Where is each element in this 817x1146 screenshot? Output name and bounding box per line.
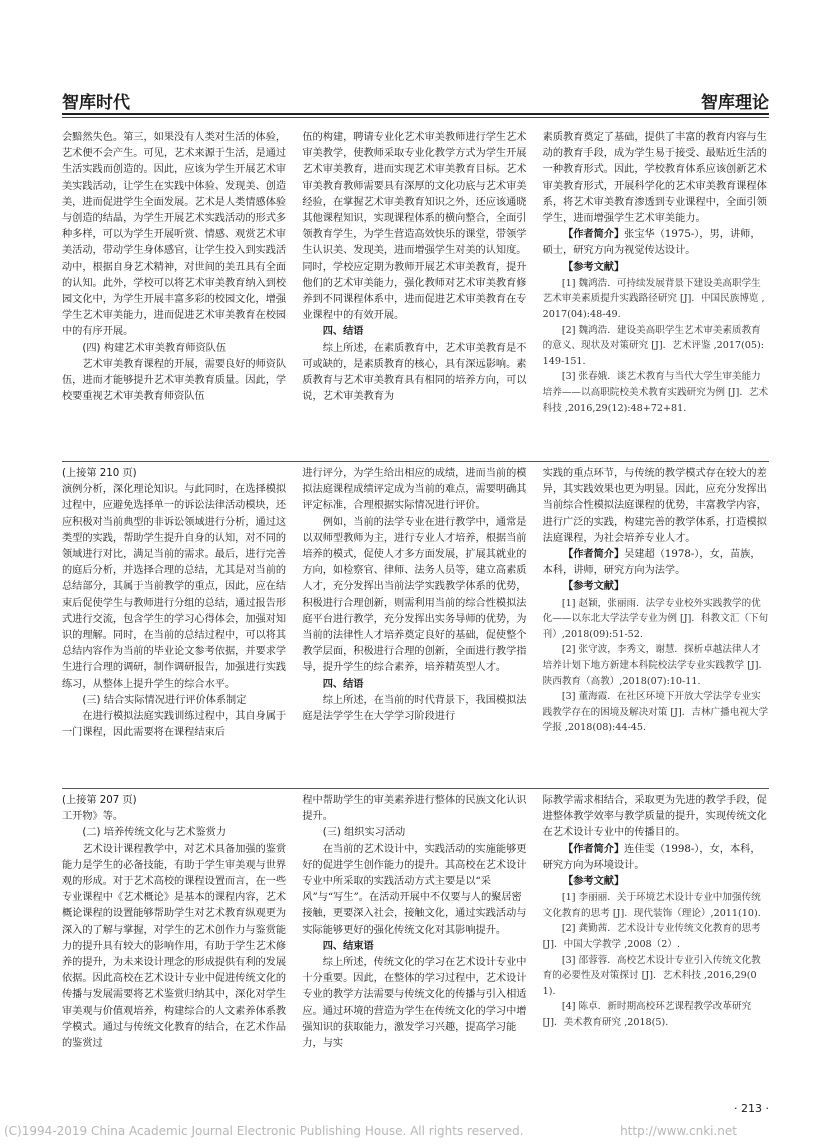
- body-paragraph: 会黯然失色。第三，如果没有人类对生活的体验，艺术便不会产生。可见，艺术来源于生活，是通过生活实践而创造的。因此，应该为学生开展艺术审美实践活动，让学生在实践中体验、发现美、创造美，进而促进学生全面发展。艺术是人类情感体验与创造的结晶，为学生开展艺术实践活动的形式多种多样，可以为学生开展听赏、情感、观赏艺术审美活动，带动学生身体感官，让学生投入到实践活动中，根据自身艺术精神，对世间的美丑具有全面的认知。此外，学校可以将艺术审美教育纳入到校园文化中，为学生开展丰富多彩的校园文化，增强学生艺术审美能力，进而促进艺术审美教育在校园中的有序开展。: [62, 132, 287, 338]
- body-paragraph: 伍的构建，聘请专业化艺术审美教师进行学生艺术审美教学，使教师采取专业化教学方式为学生开展艺术审美教育，进而实现艺术审美教育目标。艺术审美教育教师需要具有深厚的文化功底与艺术审美经验，在掌握艺术审美教育知识之外，还应该通晓其他课程知识，实现课程体系的横向整合，全面引领教育学生，为学生营造高效快乐的课堂，带领学生认识美、发现美，进而增强学生对美的认知度。同时，学校应定期为教师开展艺术审美教育，提升他们的艺术审美能力，强化教师对艺术审美教育修养到不同课程体系中，进而促进艺术审美教育在专业课程中的有效开展。: [302, 132, 527, 322]
- article-2-col-1: [62, 466, 288, 770]
- reference-entry: [3] 张春娥．谈艺术教育与当代大学生审美能力培养——以高职院校美术教育实践研究为例 [J]．艺术科技 ,2016,29(12):48+72+81.: [542, 371, 769, 414]
- author-bio-label: 【作者简介】: [563, 549, 625, 561]
- reference-entry: [3] 董海霞．在社区环境下开放大学法学专业实践教学存在的困境及解决对策 [J]．吉林广播电视大学学报 ,2018(08):44-45.: [542, 691, 769, 734]
- reference-entry: [1] 魏鸿浩．可持续发展背景下建设美高职学生艺术审美素质提升实践路径研究 [J]．中国民族博览 ,2017(04):48-49.: [542, 277, 765, 321]
- reference-entry: [4] 陈卓．新时期高校环艺课程教学改革研究 [J]．美术教育研究 ,2018(5).: [542, 1001, 752, 1028]
- author-bio: [543, 842, 769, 874]
- page-number: · 213 ·: [734, 1102, 769, 1115]
- author-bio-text: 吴建超（1978-），女，苗族，本科，讲师，研究方向为法学。: [542, 549, 761, 577]
- article-block-3: [62, 793, 769, 1089]
- header-right-title: 智库理论: [701, 93, 769, 113]
- author-bio-text: 张宝华（1975-），男，讲师，硕士，研究方向为视觉传达设计。: [542, 229, 761, 257]
- body-paragraph: 综上所述，在素质教育中，艺术审美教育是不可或缺的，是素质教育的核心，具有深远影响。素质教育与艺术审美教育具有相同的培养方向，可以说，艺术审美教育为: [302, 342, 527, 403]
- body-paragraph: 艺术审美教育课程的开展，需要良好的师资队伍，进而才能够提升艺术审美教育质量。因此，学校要重视艺术审美教育师资队伍: [62, 358, 287, 403]
- article-separator-1: [62, 461, 769, 462]
- section-heading: (二) 培养传统文化与艺术鉴赏力: [82, 827, 227, 839]
- body-paragraph: 艺术设计课程教学中，对艺术具备加强的鉴赏能力是学生的必备技能，有助于学生审美观与世界观的形成。对于艺术高校的课程设置而言，在一些专业课程中《艺术概论》是基本的课程内容，艺术概论课程的设置能够帮助学生对艺术教育纵观更为深入的了解与掌握，对学生的艺术创作力与鉴赏能力的提升具有较大的影响作用，有助于学生艺术修养的提升，为未来设计理念的形成提供有利的发展依据。因此高校在艺术设计专业中促进传统文化的传播与发展需要将艺术鉴赏归纳其中，深化对学生审美观与价值观培养，构建综合的人文素养体系教学模式。通过与传统文化教育的结合，在艺术作品的鉴赏过: [62, 843, 287, 1050]
- section-heading: 【参考文献】: [563, 261, 625, 273]
- author-bio-text: 连佳雯（1998-），女，本科，研究方向为环境设计。: [542, 843, 761, 871]
- article-1-col-1: [62, 130, 288, 448]
- article-3-col-3: [543, 793, 769, 1089]
- body-paragraph: 程中帮助学生的审美素养进行整体的民族文化认识提升。: [302, 795, 527, 823]
- body-paragraph: 演例分析，深化理论知识。与此同时，在选择模拟过程中，应避免选择单一的诉讼法律活动模块，还应积极对当前典型的非诉讼领域进行分析，通过这类型的实践，帮助学生提升自身的认知，对不同的领域进行对比，满足当前的需求。最后，进行完善的庭后分析，并选择合理的总结，尤其是对当前的总结部分，其属于当前教学的重点，因此，应在结束后促使学生与教师进行分组的总结，通过报告形式进行交流，包含学生的学习心得体会，加强对知识的理解。同时，在当前的总结过程中，可以将其总结内容作为当前的毕业论文参考依据，并要求学生进行合理的调研，制作调研报告，加强进行实践练习，从整体上提升学生的综合水平。: [62, 484, 287, 690]
- article-1-col-2: [302, 130, 528, 448]
- body-paragraph: 工开物》等。: [62, 811, 124, 823]
- section-heading: (四) 构建艺术审美教育师资队伍: [82, 342, 227, 354]
- body-paragraph: 例如，当前的法学专业在进行教学中，通常是以双师型教师为主，进行专业人才培养，根据当前培养的模式，促使人才多方面发展，扩展其就业的方向，如检察官、律师、法务人员等，建立高素质人才，充分发挥出当前法学实践教学体系的优势，积极进行合理创新，则需利用当前的综合性模拟法庭平台进行教学，充分发挥出实务导师的优势，为当前的法律性人才培养奠定良好的基础，促使整个教学层面，积极进行合理的创新，全面进行教学指导，提升学生的综合素养，培养精英型人才。: [302, 516, 527, 674]
- article-1-col-3: [543, 130, 769, 448]
- body-paragraph: 综上所述，传统文化的学习在艺术设计专业中十分重要。因此，在整体的学习过程中，艺术设计专业的教学方法需要与传统文化的传播与引入相适应。通过环境的营造为学生在传统文化的学习中增强知识的获取能力，激发学习兴趣，提高学习能力，与实: [302, 957, 527, 1050]
- body-paragraph: 综上所述，在当前的时代背景下，我国模拟法庭是法学学生在大学学习阶段进行: [302, 694, 527, 723]
- reference-entry: [2] 张守波，李秀文，谢慧．探析卓越法律人才培养计划下地方新建本科院校法学专业实践教学 [J]．陕西教育（高教）,2018(07):10-11.: [542, 644, 769, 687]
- body-paragraph: 素质教育奠定了基础，提供了丰富的教育内容与生动的教育手段，成为学生易于接受、最贴近生活的一种教育形式。因此，学校教育体系应该创新艺术审美教育形式，开展科学化的艺术审美教育课程体系，将艺术审美教育渗透到专业课程中，全面引领学生，进而增强学生艺术审美能力。: [542, 132, 767, 225]
- continued-from-note: (上接第 210 页): [62, 468, 137, 479]
- reference-entry: [1] 赵颖，张丽雨．法学专业校外实践教学的优化——以东北大学法学专业为例 [J]．科教文汇（下旬刊）,2018(09):51-52.: [542, 597, 769, 640]
- header-rule-thick: [62, 113, 769, 115]
- running-header: [62, 88, 769, 112]
- body-paragraph: 际教学需求相结合，采取更为先进的教学手段，促进整体教学效率与教学质量的提升，实现传统文化在艺术设计专业中的传播目的。: [542, 795, 767, 839]
- copyright-text: (C)1994-2019 China Academic Journal Electronic Publishing House. All rights reserved.: [4, 1124, 524, 1138]
- header-rule-thin: [62, 117, 769, 118]
- author-bio: [543, 227, 769, 259]
- section-heading: 四、结语: [322, 326, 364, 338]
- section-heading: 【参考文献】: [563, 876, 625, 888]
- section-heading: (三) 组织实习活动: [322, 827, 406, 839]
- copyright-footer: [0, 1124, 817, 1142]
- cnki-url: http://www.cnki.net: [620, 1124, 737, 1138]
- reference-entry: [2] 龚勤茜．艺术设计专业传统文化教育的思考 [J]．中国大学教学 ,2008（2）.: [542, 923, 761, 950]
- section-heading: 四、结语: [322, 678, 364, 690]
- article-3-col-2: [302, 793, 528, 1089]
- body-paragraph: 进行评分，为学生给出相应的成绩，进而当前的模拟法庭课程成绩评定成为当前的难点，需要明确其评定标准，合理根据实际情况进行评价。: [302, 468, 527, 512]
- reference-entry: [1] 李丽丽．关于环境艺术设计专业中加强传统文化教育的思考 [J]．现代装饰（理论）,2011(10).: [542, 892, 761, 919]
- article-block-1: [62, 130, 769, 448]
- reference-entry: [3] 邵蓉蓉．高校艺术设计专业引入传统文化教育的必要性及对策探讨 [J]．艺术科技 ,2016,29(01).: [542, 954, 761, 997]
- body-paragraph: 实践的重点环节，与传统的教学模式存在较大的差异，其实践效果也更为明显。因此，应充分发挥出当前综合性模拟法庭课程的优势，丰富教学内容，进行广泛的实践，构建完善的教学体系，打造模拟法庭课程，为社会培养专业人才。: [542, 468, 767, 544]
- body-paragraph: 在进行模拟法庭实践训练过程中，其自身属于一门课程，因此需要将在课程结束后: [62, 711, 287, 739]
- author-bio-label: 【作者简介】: [563, 843, 625, 855]
- continued-from-note: (上接第 207 页): [62, 795, 137, 806]
- author-bio: [543, 547, 769, 579]
- reference-entry: [2] 魏鸿浩．建设美高职学生艺术审美素质教育的意义、现状及对策研究 [J]．艺术评鉴 ,2017(05):149-151.: [542, 324, 764, 367]
- article-2-col-3: [543, 466, 769, 770]
- author-bio-label: 【作者简介】: [563, 229, 625, 241]
- article-2-col-2: [302, 466, 528, 770]
- header-left-title: 智库时代: [62, 93, 130, 113]
- section-heading: (三) 结合实际情况进行评价体系制定: [82, 694, 247, 706]
- body-paragraph: 在当前的艺术设计中，实践活动的实施能够更好的促进学生创作能力的提升。其高校在艺术设计专业中所采取的实践活动方式主要是以“采风”与“写生”。在活动开展中不仅要与人的聚居密接触，更要深入社会，接触文化，通过实践活动与实际能够更好的强化传统文化对其影响提升。: [302, 843, 527, 936]
- article-block-2: [62, 466, 769, 770]
- article-separator-2: [62, 788, 769, 789]
- article-3-col-1: [62, 793, 288, 1089]
- section-heading: 【参考文献】: [563, 581, 625, 593]
- section-heading: 四、结束语: [322, 940, 374, 952]
